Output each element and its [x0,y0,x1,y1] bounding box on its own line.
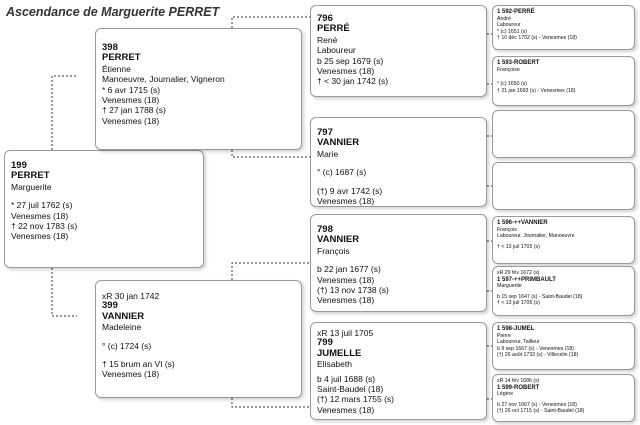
sosa-number: 399 [102,300,118,312]
link-399-798 [232,263,310,280]
death-line: † < 30 jan 1742 (s) [317,76,389,87]
death-place: Venesmes (18) [102,369,160,380]
given-name: François [497,226,517,233]
person-card-799[interactable] [310,322,487,420]
sosa-number: 199 [11,160,27,171]
birth-line: * 27 juil 1762 (s) [11,200,73,211]
given-name: Pierre [497,332,511,339]
given-name: Étienne [102,63,131,74]
death-line: (†) 13 nov 1738 (s) [317,285,389,296]
birth-line: b 15 sep 1647 (s) - Saint-Baudel (18) [497,293,583,300]
birth-line: ° (c) 1650 (s) [497,81,528,88]
sosa-number: 398 [102,42,118,53]
page-title: Ascendance de Marguerite PERRET [6,5,220,19]
death-line: † 27 jan 1788 (s) [102,105,166,116]
person-card-1592[interactable] [492,5,635,50]
birth-line: ° (c) 1724 (s) [102,340,152,351]
ancestor-heading: 1 598-JUMEL [497,326,535,332]
sosa-number: 798 [317,224,333,235]
person-card-1593[interactable] [492,56,635,106]
given-name: Marguerite [497,283,522,290]
birth-line: b 4 juil 1688 (s) [317,373,376,384]
death-line: † < 13 juil 1705 (s) [497,243,540,250]
death-line: † 21 jan 1693 (s) - Venesmes (18) [497,87,576,94]
occupation: Laboureur, Journalier, Manoeuvre [497,233,575,240]
death-line: (†) 9 avr 1742 (s) [317,185,383,196]
death-line: (†) 12 mars 1755 (s) [317,394,394,405]
occupation: Laboureur [497,22,521,29]
given-name: René [317,34,338,45]
birth-line: ° (c) 1687 (s) [317,167,367,178]
death-place: Venesmes (18) [11,231,69,242]
given-name: André [497,15,511,22]
occupation: Manoeuvre, Journalier, Vigneron [102,74,225,85]
death-place: Venesmes (18) [317,404,375,415]
person-card-1596[interactable] [492,216,635,264]
sosa-number: 799 [317,337,333,349]
person-card-796[interactable] [310,5,487,97]
birth-line: b 25 sep 1679 (s) [317,55,384,66]
death-line: † 22 nov 1783 (s) [11,221,78,232]
given-name: Marie [317,148,339,159]
surname: JUMELLE [317,347,362,359]
birth-place: Saint-Baudel (18) [317,384,384,395]
person-card-398[interactable] [95,28,302,150]
surname: PERRÉ [317,23,350,35]
birth-place: Venesmes (18) [102,95,160,106]
given-name: Françoise [497,66,520,73]
birth-place: Venesmes (18) [317,274,375,285]
death-place: Venesmes (18) [317,196,375,207]
person-card-1597[interactable] [492,266,635,316]
link-399-799 [232,398,310,407]
birth-line: b 27 nov 1667 (s) - Venesmes (18) [497,401,577,408]
person-card-1594-empty[interactable] [492,110,635,158]
birth-line: b 22 jan 1677 (s) [317,264,381,275]
person-card-1599[interactable] [492,374,635,422]
link-199-399 [52,268,77,316]
death-place: Venesmes (18) [102,115,160,126]
death-line: † 15 brum an VI (s) [102,359,175,370]
surname: VANNIER [102,310,145,322]
given-name: François [317,245,350,256]
marriage-line: xR 30 jan 1742 [102,291,160,301]
death-line: (†) 26 oct 1715 (s) - Saint-Baudel (18) [497,408,585,415]
surname: VANNIER [317,137,360,149]
ancestor-heading: 1 596-++VANNIER [497,220,548,226]
person-card-1595-empty[interactable] [492,162,635,210]
ancestor-heading: 1 599-ROBERT [497,384,540,391]
given-name: Marguerite [11,181,52,192]
person-card-1598[interactable] [492,322,635,370]
link-398-797 [232,150,310,157]
given-name: Madeleine [102,322,142,333]
occupation: Laboureur [317,45,356,56]
person-card-797[interactable] [310,117,487,207]
death-line: (†) 26 août 1733 (s) - Villecelin (18) [497,352,579,359]
marriage-line: xR 29 fév 1672 (s) [497,270,540,276]
ancestor-heading: 1 593-ROBERT [497,60,540,66]
death-place: Venesmes (18) [317,295,375,306]
death-line: † 10 déc 1702 (s) - Venesmes (18) [497,35,577,42]
link-199-398 [52,76,77,150]
marriage-line: xR 14 fév 1686 (s) [497,378,540,384]
surname: PERRET [102,52,141,64]
link-398-796 [232,17,310,28]
occupation: Laboureur, Tailleur [497,339,540,346]
marriage-line: xR 13 juil 1705 [317,328,374,338]
ancestor-heading: 1 592-PERRÉ [497,9,535,15]
surname: PERRET [11,170,50,182]
birth-line: ° (c) 1651 (s) [497,28,528,35]
birth-line: b 9 sep 1667 (s) - Venesmes (18) [497,345,574,352]
ancestor-heading: 1 597-++PRIMBAULT [497,276,556,283]
surname: VANNIER [317,234,360,246]
person-card-199[interactable] [4,150,204,268]
birth-place: Venesmes (18) [317,66,375,77]
birth-place: Venesmes (18) [11,210,69,221]
birth-line: * 6 avr 1715 (s) [102,84,161,95]
death-line: † < 13 juil 1705 (s) [497,300,540,307]
person-card-798[interactable] [310,214,487,312]
sosa-number: 797 [317,127,333,138]
person-card-399[interactable] [95,280,302,398]
sosa-number: 796 [317,13,333,24]
given-name: Elisabeth [317,359,352,370]
given-name: Légère [497,391,514,398]
